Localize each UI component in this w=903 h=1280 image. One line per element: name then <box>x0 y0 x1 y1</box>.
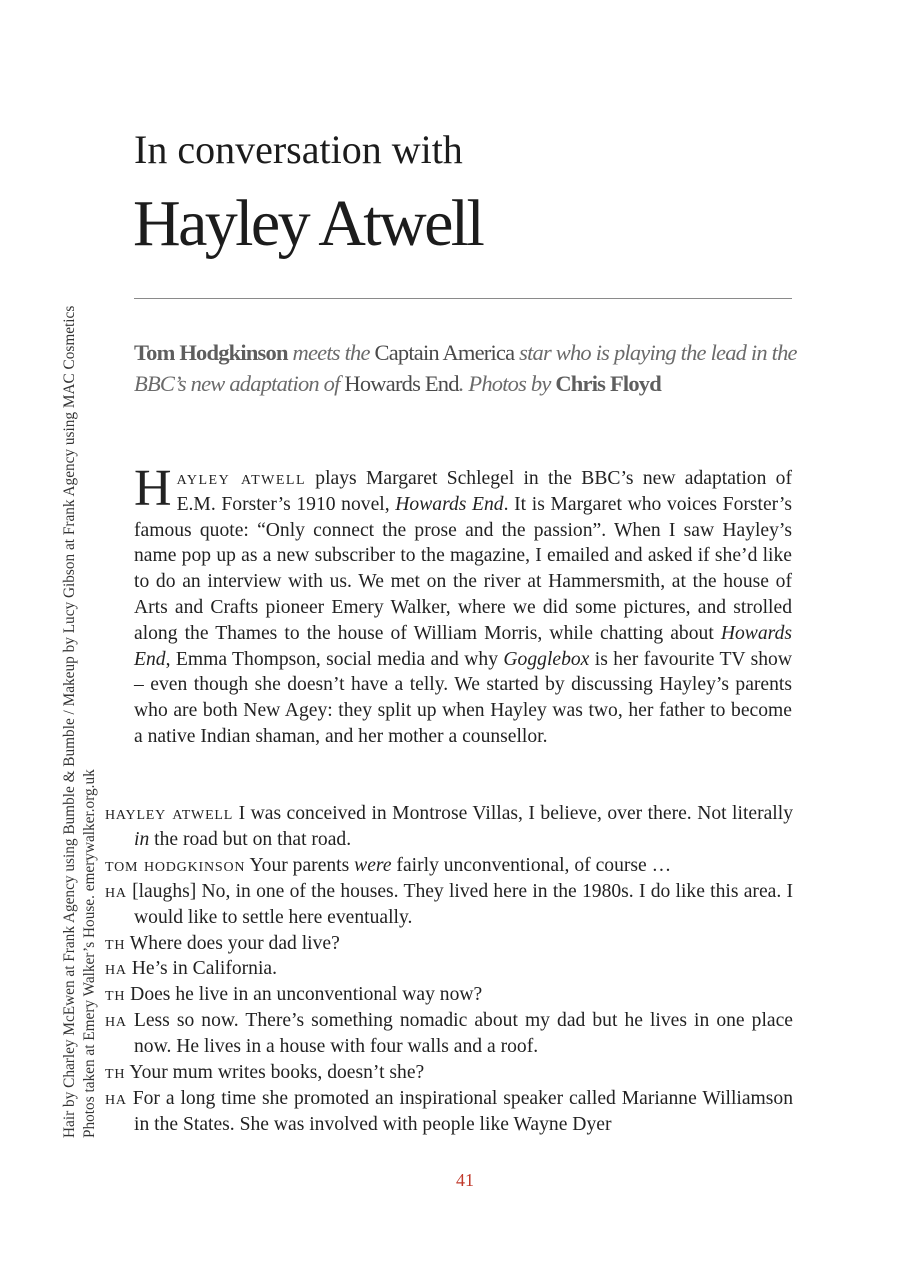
title-divider <box>134 298 792 299</box>
dialogue-line: ha For a long time she promoted an inspirational speaker called Marianne Williamson in the States. She was involved with people like Wayne Dyer <box>105 1087 793 1135</box>
speaker-label: ha <box>105 880 127 902</box>
interview-dialogue <box>105 801 793 1138</box>
dialogue-line: ha Less so now. There’s something nomadic about my dad but he lives in one place now. He lives in a house with four walls and a roof. <box>105 1010 793 1058</box>
author-name: Tom Hodgkinson <box>134 340 288 365</box>
dialogue-line: th Does he live in an unconventional way now? <box>105 984 483 1006</box>
speaker-label: th <box>105 984 126 1006</box>
dialogue-line: ha He’s in California. <box>105 958 278 980</box>
speaker-label: th <box>105 932 126 954</box>
article-kicker: In conversation with <box>134 127 463 172</box>
dialogue-line: th Your mum writes books, doesn’t she? <box>105 1062 425 1084</box>
article-title: Hayley Atwell <box>133 187 483 260</box>
speaker-label: ha <box>105 1010 127 1032</box>
standfirst: Tom Hodgkinson meets the Captain America star who is playing the lead in the BBC’s new adaptation of Howards End. Photos by Chris Floyd <box>134 340 797 396</box>
credits-line-2: Photos taken at Emery Walker’s House. emerywalker.org.uk <box>81 769 98 1138</box>
page-number: 41 <box>456 1170 474 1190</box>
speaker-label: hayley atwell <box>105 803 234 824</box>
dialogue-line: hayley atwell I was conceived in Montrose Villas, I believe, over there. Not literally in the road but on that road. <box>105 803 793 850</box>
dialogue-line: tom hodgkinson Your parents were fairly unconventional, of course … <box>105 854 672 876</box>
speaker-label: tom hodgkinson <box>105 854 246 876</box>
speaker-label: th <box>105 1062 126 1084</box>
dialogue-line: th Where does your dad live? <box>105 932 340 954</box>
credits-line-1: Hair by Charley McEwen at Frank Agency using Bumble & Bumble / Makeup by Lucy Gibson at Frank Agency using MAC Cosmetics <box>61 305 78 1138</box>
speaker-label: ha <box>105 958 127 980</box>
drop-cap: H <box>134 460 172 517</box>
speaker-label: ha <box>105 1087 127 1109</box>
photo-credits <box>60 178 100 1138</box>
intro-paragraph: Hayley atwell plays Margaret Schlegel in the BBC’s new adaptation of E.M. Forster’s 1910 novel, Howards End. It is Margaret who voices Forster’s famous quote: “Only connect the prose and the passion”. When I saw Hayley’s name pop up as a new subscriber to the magazine, I emailed and asked if she’d like to do an interview with us. We met on the river at Hammersmith, at the house of Arts and Crafts pioneer Emery Walker, where we did some pictures, and strolled along the Thames to the house of William Morris, while chatting about Howards End, Emma Thompson, social media and why Gogglebox is her favourite TV show – even though she doesn’t have a telly. We started by discussing Hayley’s parents who are both New Agey: they split up when Hayley was two, her father to become a native Indian shaman, and her mother a counsellor. <box>134 460 793 747</box>
photographer-name: Chris Floyd <box>555 371 661 396</box>
dialogue-line: ha [laughs] No, in one of the houses. They lived here in the 1980s. I do like this area. I would like to settle here eventually. <box>105 880 793 928</box>
